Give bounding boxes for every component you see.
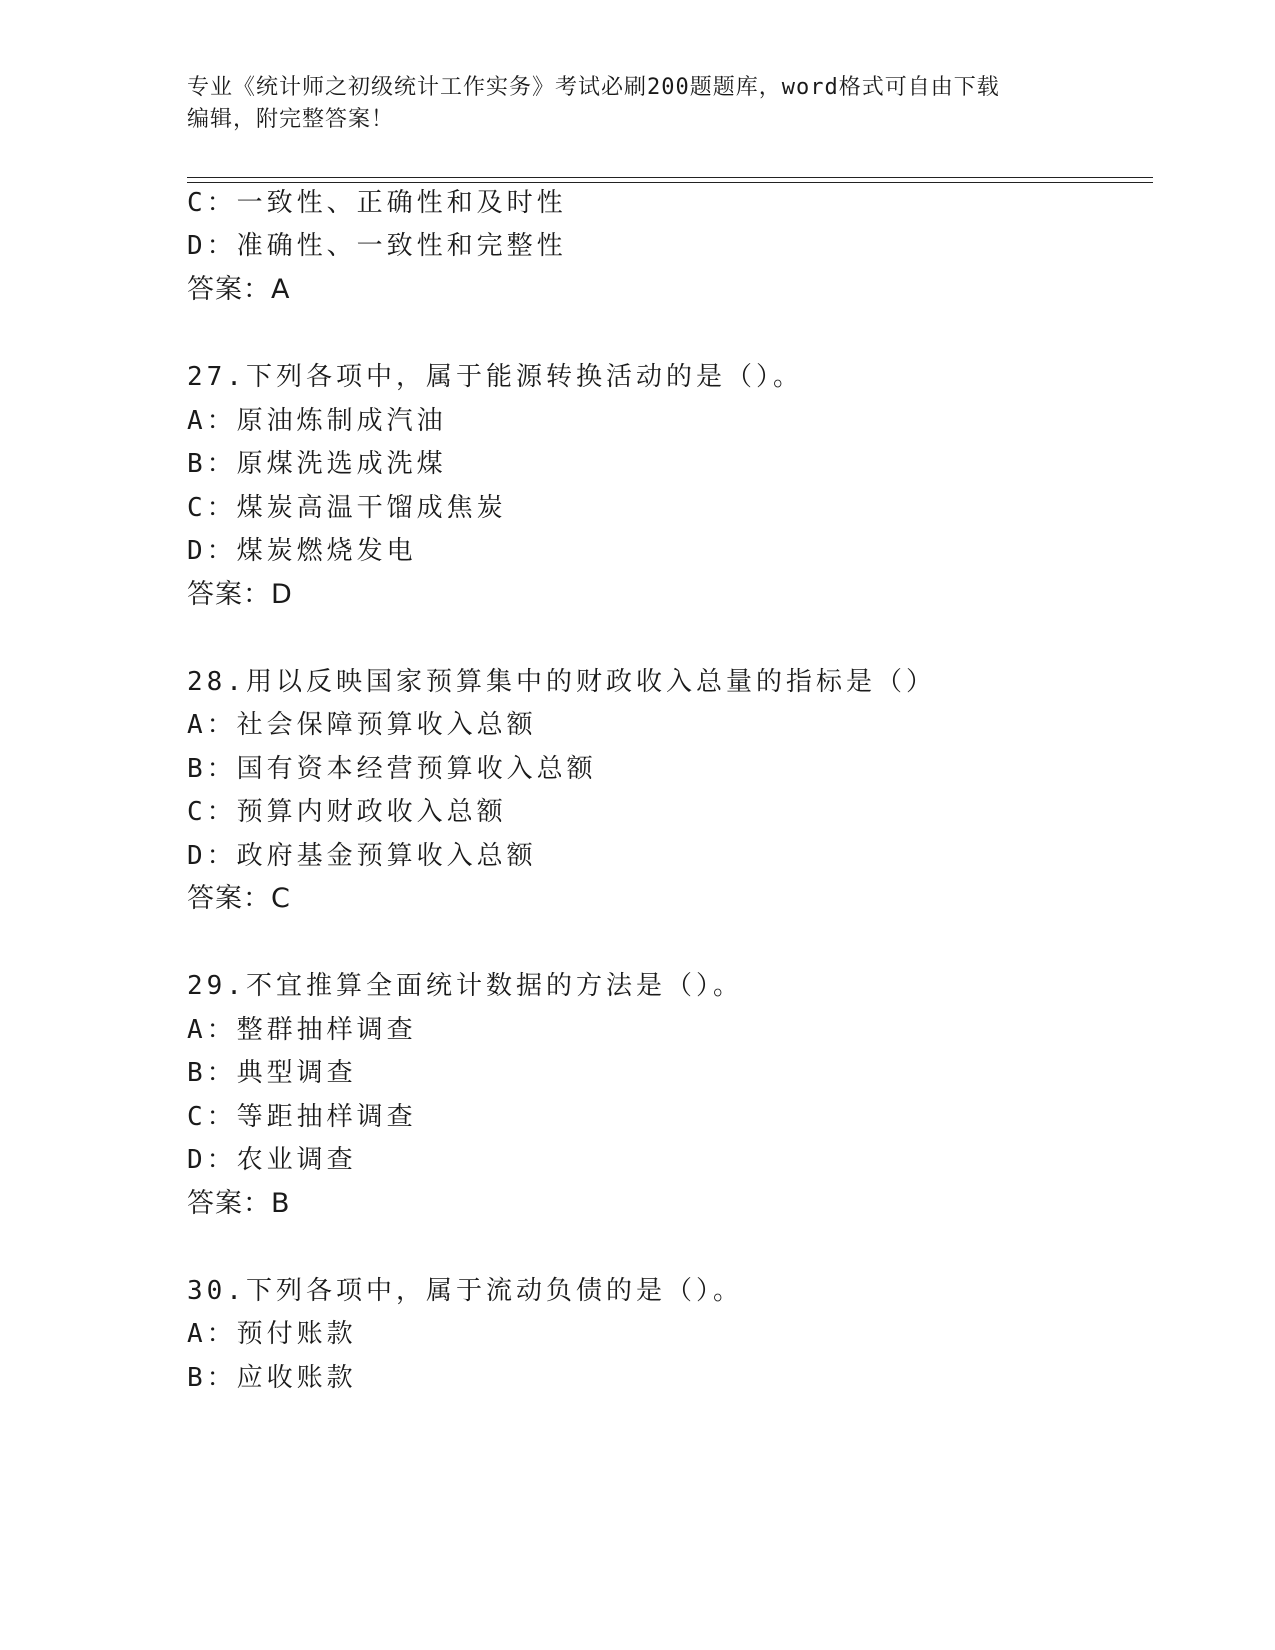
q30-option-b: B：应收账款 [187, 1363, 357, 1393]
q29-answer: 答案：B [187, 1188, 291, 1219]
q27-option-c: C：煤炭高温干馏成焦炭 [187, 493, 507, 523]
q29-option-c: C：等距抽样调查 [187, 1102, 417, 1132]
q26-option-d: D：准确性、一致性和完整性 [187, 231, 567, 261]
q28-option-b: B：国有资本经营预算收入总额 [187, 754, 597, 784]
q27-stem: 27.下列各项中，属于能源转换活动的是（）。 [187, 362, 803, 392]
q29-option-a: A：整群抽样调查 [187, 1015, 417, 1045]
q30-stem: 30.下列各项中，属于流动负债的是（）。 [187, 1276, 743, 1306]
header-divider-bottom [187, 182, 1153, 183]
q26-answer: 答案：A [187, 274, 291, 305]
header-line-2: 编辑，附完整答案！ [187, 107, 395, 132]
q29-stem: 29.不宜推算全面统计数据的方法是（）。 [187, 971, 743, 1001]
document-header [187, 72, 1087, 136]
q26-option-c: C：一致性、正确性和及时性 [187, 188, 567, 218]
q29-option-b: B：典型调查 [187, 1058, 357, 1088]
header-line-1: 专业《统计师之初级统计工作实务》考试必刷200题题库，word格式可自由下载 [187, 75, 1000, 100]
q27-option-b: B：原煤洗选成洗煤 [187, 449, 447, 479]
q27-answer: 答案：D [187, 579, 293, 610]
q29-option-d: D：农业调查 [187, 1145, 357, 1175]
q27-option-a: A：原油炼制成汽油 [187, 406, 447, 436]
q28-option-a: A：社会保障预算收入总额 [187, 710, 537, 740]
header-divider-top [187, 177, 1153, 178]
q27-option-d: D：煤炭燃烧发电 [187, 536, 417, 566]
q30-option-a: A：预付账款 [187, 1319, 357, 1349]
q28-stem: 28.用以反映国家预算集中的财政收入总量的指标是（） [187, 667, 936, 697]
q28-answer: 答案：C [187, 883, 291, 914]
q28-option-d: D：政府基金预算收入总额 [187, 841, 537, 871]
q28-option-c: C：预算内财政收入总额 [187, 797, 507, 827]
